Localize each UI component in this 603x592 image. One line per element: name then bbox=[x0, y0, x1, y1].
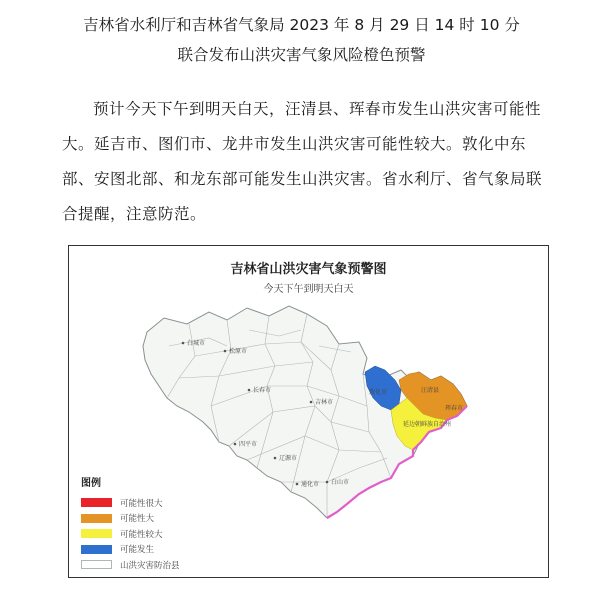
legend-label: 可能性很大 bbox=[120, 498, 163, 509]
high-risk-swatch bbox=[81, 514, 112, 523]
legend-label: 可能性大 bbox=[120, 514, 155, 525]
label-tonghua: 通化市 bbox=[301, 481, 320, 488]
label-siping: 四平市 bbox=[239, 441, 258, 448]
prevention-county-swatch bbox=[81, 560, 112, 569]
legend-item-very-high bbox=[81, 495, 221, 511]
label-dunhua: 敦化市 bbox=[369, 389, 388, 396]
warning-header bbox=[0, 10, 603, 70]
map-legend bbox=[81, 474, 221, 573]
warning-header-line1: 吉林省水利厅和吉林省气象局 2023 年 8 月 29 日 14 时 10 分 bbox=[83, 16, 520, 34]
legend-title: 图例 bbox=[81, 478, 101, 489]
label-yanbian: 延边朝鲜族自治州 bbox=[403, 421, 452, 428]
legend-label: 山洪灾害防治县 bbox=[120, 560, 180, 571]
legend-item-medium bbox=[81, 526, 221, 542]
legend-item-possible bbox=[81, 542, 221, 558]
label-liaoyuan: 辽源市 bbox=[279, 455, 298, 462]
legend-label: 可能发生 bbox=[120, 545, 155, 556]
label-jilin: 吉林市 bbox=[315, 399, 334, 406]
warning-body-text: 预计今天下午到明天白天，汪清县、珲春市发生山洪灾害可能性大。延吉市、图们市、龙井市发生山洪灾害可能性较大。敦化中东部、安图北部、和龙东部可能发生山洪灾害。省水利厅、省气象局联合提醒，注意防范。 bbox=[62, 100, 543, 223]
label-hunchun: 珲春市 bbox=[445, 405, 464, 412]
map-title: 吉林省山洪灾害气象预警图 bbox=[230, 262, 387, 277]
legend-label: 可能性较大 bbox=[120, 529, 163, 540]
label-wangqing: 汪清县 bbox=[421, 387, 440, 394]
possible-risk-swatch bbox=[81, 545, 112, 554]
medium-risk-swatch bbox=[81, 529, 112, 538]
flood-warning-map bbox=[68, 245, 549, 578]
very-high-risk-swatch bbox=[81, 498, 112, 507]
warning-header-line2: 联合发布山洪灾害气象风险橙色预警 bbox=[177, 46, 426, 64]
label-songyuan: 松原市 bbox=[229, 348, 248, 355]
label-baicheng: 白城市 bbox=[187, 340, 206, 347]
legend-item-prevention-county bbox=[81, 557, 221, 573]
legend-item-high bbox=[81, 511, 221, 527]
map-subtitle: 今天下午到明天白天 bbox=[263, 284, 354, 295]
label-baishan: 白山市 bbox=[331, 479, 350, 486]
label-changchun: 长春市 bbox=[253, 387, 272, 394]
